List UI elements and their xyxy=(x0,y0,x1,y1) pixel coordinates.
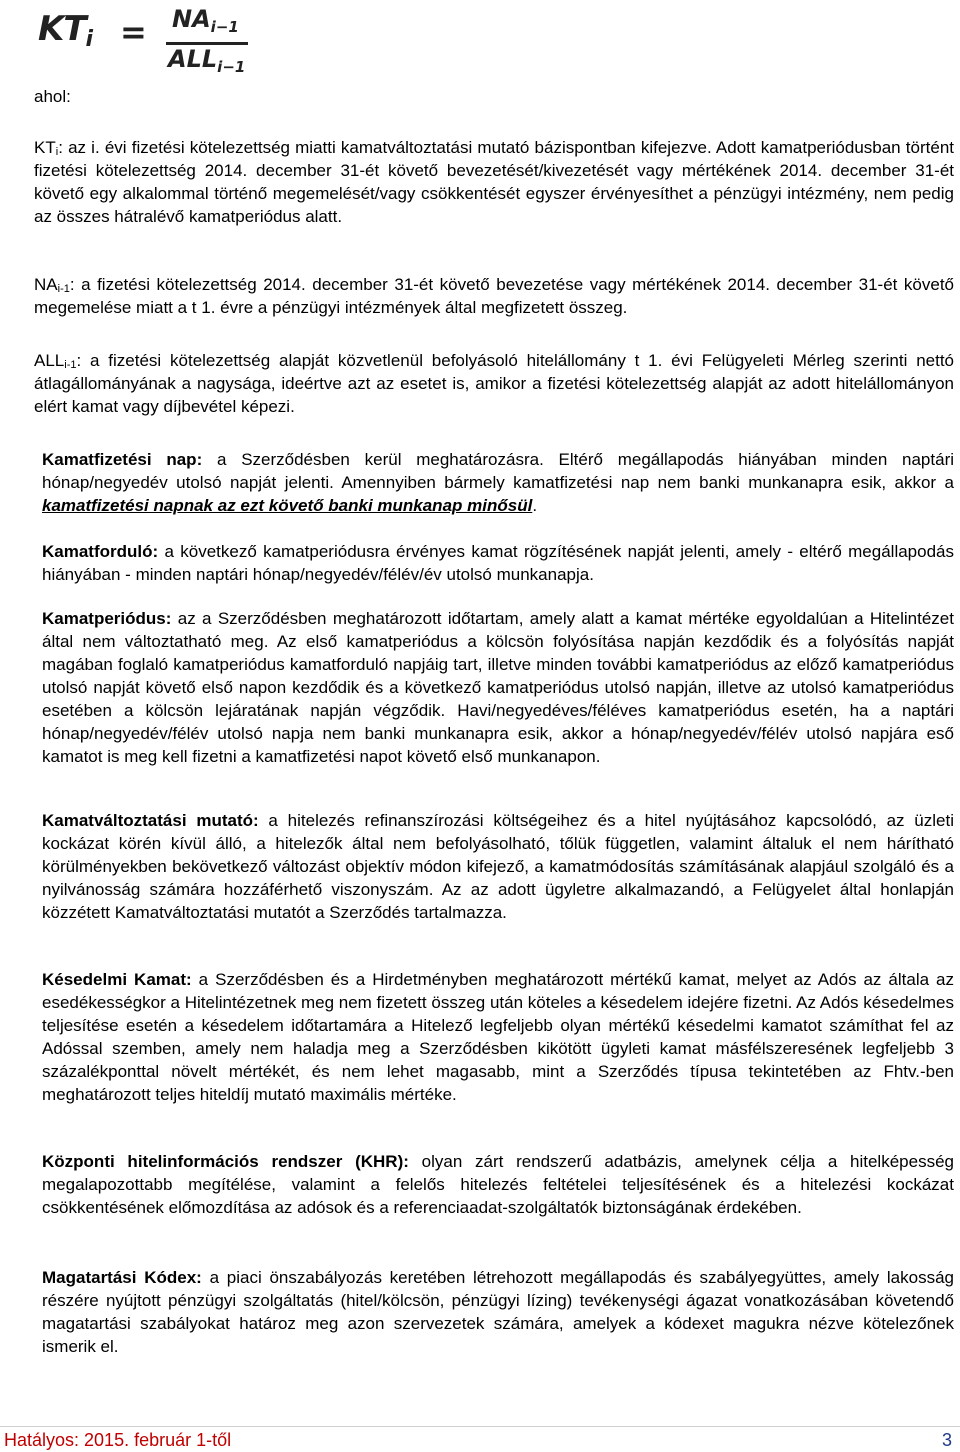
khr-text: olyan zárt rendszerű adatbázis, amelynek célja a hitelképesség megalapozottabb megítélése, valamint a felelős hitelezés feltételei teljesítésének és a hitelezési kockázat csökkentésének előmozdítása az adósok és a referenciaadat-szolgáltatók biztonságának érdekében. xyxy=(42,1152,954,1217)
kamatfizetesi-nap-definition xyxy=(42,448,954,517)
effective-date: Hatályos: 2015. február 1-től xyxy=(4,1430,232,1450)
page-footer xyxy=(0,1426,960,1452)
kamatperiodus-term: Kamatperiódus: xyxy=(42,609,172,628)
kamatvaltoztatasi-mutato-term: Kamatváltoztatási mutató: xyxy=(42,811,259,830)
kamatfizetesi-nap-text: a Szerződésben kerül meghatározásra. Eltérő megállapodás hiányában minden naptári hónap/negyedév utolsó napját jelenti. Amennyiben bármely kamatfizetési nap nem banki munkanapra esik, akkor a xyxy=(42,450,955,492)
magatartasi-kodex-definition xyxy=(42,1266,954,1358)
kt-sub: i xyxy=(55,146,59,158)
kt-definition xyxy=(34,136,954,228)
na-text: : a fizetési kötelezettség 2014. december 31-ét követő bevezetése vagy mértékének 2014. december 31-ét követő megemelése miatt a t 1. évre a pénzügyi intézmények által megfizetett összeg. xyxy=(34,275,954,317)
khr-term: Központi hitelinformációs rendszer (KHR): xyxy=(42,1152,409,1171)
all-text: : a fizetési kötelezettség alapját közvetlenül befolyásoló hitelállomány t 1. évi Felügyeleti Mérleg szerinti nettó átlagállományának a nagysága, ideértve azt az esetet is, amikor a fizetési kötelezettség alapját az adott hitelállományon elért kamat vagy díjbevétel képezi. xyxy=(34,351,954,416)
keseledelmi-kamat-term: Késedelmi Kamat: xyxy=(42,970,192,989)
kamatfordulo-term: Kamatforduló: xyxy=(42,542,159,561)
kt-text: : az i. évi fizetési kötelezettség miatti kamatváltoztatási mutató bázispontban kifejezve. Adott kamatperiódusban történt fizetési kötelezettség 2014. december 31-ét követő bevezetését/kivezetését vagy mértékének 2014. december 31-ét követő egy alkalommal történő megemelését/vagy csökkentését egyszer érvényesíthet a pénzügyi intézmény, nem pedig az összes hátralévő kamatperiódus alatt. xyxy=(34,138,954,226)
keseledelmi-kamat-definition xyxy=(42,968,954,1106)
all-sub: i-1 xyxy=(64,359,77,371)
formula-lhs xyxy=(38,9,93,52)
kamatfizetesi-nap-text-end: . xyxy=(532,496,538,515)
kamatfizetesi-nap-emphasis: kamatfizetési napnak az ezt követő banki munkanap minősül xyxy=(42,496,533,515)
khr-definition xyxy=(42,1150,954,1219)
formula-numerator xyxy=(172,5,239,39)
kamatperiodus-text: az a Szerződésben meghatározott időtartam, amely alatt a kamat mértéke egyoldalúan a Hitelintézet által nem változtatható meg. Az első kamatperiódus a kölcsön folyósítása napján kezdődik és a folyósítás napját magában foglaló kamatperiódus kamatforduló napjáig tart, illetve minden további kamatperiódus az előző kamatperiódus utolsó napját követő első napon kezdődik és a következő kamatperiódus utolsó napján, illetve az utolsó kamatperiódus esetében a kölcsön lejáratának napján végződik. Havi/negyedéves/féléves kamatperiódus esetén, ha a naptári hónap/negyedév/félév utolsó napja nem banki munkanapra esik, akkor a hónap/negyedév/félév utolsó napjára eső kamatot is meg kell fizetni a kamatfizetési napot követő első munkanapon. xyxy=(42,609,954,766)
kamatperiodus-definition xyxy=(42,607,954,768)
kamatvaltoztatasi-mutato-text: a hitelezés refinanszírozási költségeihez és a hitel nyújtásához kapcsolódó, az üzleti kockázat körén kívül álló, a hitelezők által nem befolyásolható, tőlük független, valamint általuk el nem hárítható körülményekben bekövetkező változást objektív módon kifejező, a kamatmódosítás számításának alapjául szolgáló és a nyilvánosság számára hozzáférhető viszonyszám. Az az adott ügyletre alkalmazandó, a Felügyelet által honlapján közzétett Kamatváltoztatási mutatót a Szerződés tartalmazza. xyxy=(42,811,954,922)
formula-denominator-sub: i−1 xyxy=(217,58,246,76)
all-term: ALL xyxy=(34,351,65,370)
kt-term: KT xyxy=(34,138,56,157)
page-number: 3 xyxy=(941,1430,952,1450)
na-definition xyxy=(34,273,954,319)
kamatfizetesi-nap-term: Kamatfizetési nap: xyxy=(42,450,203,469)
formula-numerator-sub: i−1 xyxy=(210,18,239,36)
kamatvaltoztatasi-mutato-definition xyxy=(42,809,954,924)
formula-equals: = xyxy=(120,13,147,51)
ahol-label: ahol: xyxy=(34,87,71,106)
formula-lhs-sub: i xyxy=(85,27,93,52)
na-term: NA xyxy=(34,275,58,294)
all-definition xyxy=(34,349,954,418)
formula-denominator xyxy=(168,45,246,79)
magatartasi-kodex-term: Magatartási Kódex: xyxy=(42,1268,202,1287)
na-sub: i-1 xyxy=(57,283,70,295)
formula-denominator-main: ALL xyxy=(168,45,218,73)
kamatfordulo-text: a következő kamatperiódusra érvényes kamat rögzítésének napját jelenti, amely - eltérő megállapodás hiányában - minden naptári hónap/negyedév/félév/év utolsó munkanapja. xyxy=(42,542,954,584)
kamatfordulo-definition xyxy=(42,540,954,586)
magatartasi-kodex-text: a piaci önszabályozás keretében létrehozott megállapodás és szabályegyüttes, amely lakosság részére nyújtott pénzügyi szolgáltatás (hitel/kölcsön, pénzügyi lízing) tevékenységi ágazat vonatkozásában követendő magatartási szabályokat határoz meg azon szervezetek számára, amelyek a kódexet magukra nézve kötelezőnek ismerik el. xyxy=(42,1268,954,1356)
formula-lhs-main: KT xyxy=(38,9,86,49)
formula-numerator-main: NA xyxy=(172,5,211,33)
keseledelmi-kamat-text: a Szerződésben és a Hirdetményben meghatározott mértékű kamat, melyet az Adós az általa az esedékességkor a Hitelintézetnek meg nem fizetett összeg után köteles a késedelem idejére fizetni. Az Adós késedelmes teljesítése esetén a késedelem időtartamára a Hitelező legfeljebb olyan mértékű késedelmi kamatot számíthat fel az Adóssal szemben, amely nem haladja meg a Szerződésben kikötött ügyleti kamat másfélszeresének legfeljebb 3 százalékponttal növelt mértékét, és nem lehet magasabb, mint a Szerződés típusa tekintetében az Fhtv.-ben meghatározott teljes hiteldíj mutató maximális mértéke. xyxy=(42,970,955,1104)
